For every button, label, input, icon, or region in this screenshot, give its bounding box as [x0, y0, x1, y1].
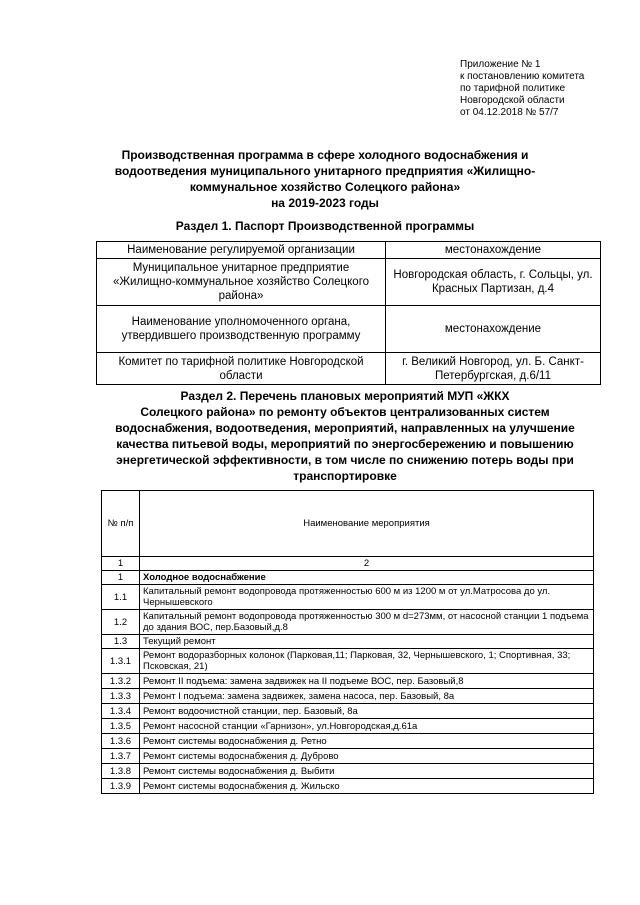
row-number: 1.1: [102, 585, 140, 610]
table-row: [102, 649, 594, 674]
row-number: 1.3.9: [102, 779, 140, 794]
header-name: Наименование мероприятия: [140, 491, 594, 557]
header-num: № п/п: [102, 491, 140, 557]
row-name: Ремонт II подъема: замена задвижек на II подъеме ВОС, пер. Базовый,8: [140, 674, 594, 689]
column-number: 2: [140, 557, 594, 571]
row-name: Ремонт I подъема: замена задвижек, замена насоса, пер. Базовый, 8а: [140, 689, 594, 704]
appendix-line: по тарифной политике: [460, 83, 565, 94]
column-number: 1: [102, 557, 140, 571]
table-row: [102, 635, 594, 649]
title-line: Производственная программа в сфере холодного водоснабжения и: [121, 148, 529, 162]
appendix-line: от 04.12.2018 № 57/7: [460, 107, 559, 118]
events-table: [101, 490, 594, 794]
row-number: 1.3.1: [102, 649, 140, 674]
row-number: 1.3.7: [102, 749, 140, 764]
section2-heading: [95, 388, 595, 484]
table-row: [102, 610, 594, 635]
row-name: Текущий ремонт: [140, 635, 594, 649]
row-name: Ремонт системы водоснабжения д. Выбити: [140, 764, 594, 779]
table-row: [97, 306, 601, 353]
row-number: 1: [102, 571, 140, 585]
appendix-block: [460, 59, 584, 119]
row-number: 1.2: [102, 610, 140, 635]
passport-cell: Комитет по тарифной политике Новгородской области: [97, 353, 386, 385]
column-number-row: [102, 557, 594, 571]
row-name: Ремонт насосной станции «Гарнизон», ул.Новгородская,д.61а: [140, 719, 594, 734]
header-row: [102, 491, 594, 557]
heading-line: водоснабжения, водоотведения, мероприятий, направленных на улучшение: [115, 421, 575, 435]
heading-line: энергетической эффективности, в том числе по снижению потерь воды при: [116, 453, 574, 467]
row-number: 1.3: [102, 635, 140, 649]
table-row: [102, 689, 594, 704]
table-row: [102, 571, 594, 585]
row-number: 1.3.3: [102, 689, 140, 704]
row-name: Ремонт системы водоснабжения д. Жильско: [140, 779, 594, 794]
row-number: 1.3.2: [102, 674, 140, 689]
table-row: [97, 242, 601, 259]
appendix-line: Приложение № 1: [460, 59, 541, 70]
table-row: [102, 779, 594, 794]
row-number: 1.3.8: [102, 764, 140, 779]
appendix-line: к постановлению комитета: [460, 71, 585, 82]
passport-cell: Наименование уполномоченного органа, утвердившего производственную программу: [97, 306, 386, 353]
row-name: Ремонт водоразборных колонок (Парковая,11; Парковая, 32, Чернышевского, 1; Спортивная, 33; Псковская, 21): [140, 649, 594, 674]
document-title: [90, 147, 560, 211]
heading-line: Раздел 2. Перечень плановых мероприятий МУП «ЖКХ: [180, 389, 510, 403]
row-number: 1.3.6: [102, 734, 140, 749]
heading-line: Солецкого района» по ремонту объектов централизованных систем: [140, 405, 550, 419]
table-row: [102, 674, 594, 689]
passport-table: [96, 241, 601, 385]
section1-heading: Раздел 1. Паспорт Производственной программы: [175, 219, 475, 233]
passport-cell: местонахождение: [386, 306, 601, 353]
row-name: Холодное водоснабжение: [140, 571, 594, 585]
passport-cell: местонахождение: [386, 242, 601, 259]
row-name: Капитальный ремонт водопровода протяженностью 300 м d=273мм, от насосной станции 1 подъема до здания ВОС, пер.Базовый,д.8: [140, 610, 594, 635]
passport-cell: Наименование регулируемой организации: [97, 242, 386, 259]
row-name: Ремонт водоочистной станции, пер. Базовый, 8а: [140, 704, 594, 719]
passport-cell: Новгородская область, г. Сольцы, ул. Красных Партизан, д.4: [386, 259, 601, 306]
title-line: коммунальное хозяйство Солецкого района»: [189, 180, 461, 194]
appendix-line: Новгородской области: [460, 95, 565, 106]
table-row: [102, 719, 594, 734]
passport-cell: Муниципальное унитарное предприятие «Жилищно-коммунальное хозяйство Солецкого района»: [97, 259, 386, 306]
title-line: водоотведения муниципального унитарного предприятия «Жилищно-: [114, 164, 536, 178]
table-row: [97, 259, 601, 306]
table-row: [97, 353, 601, 385]
row-name: Ремонт системы водоснабжения д. Ретно: [140, 734, 594, 749]
heading-line: качества питьевой воды, мероприятий по энергосбережению и повышению: [116, 437, 574, 451]
table-row: [102, 749, 594, 764]
heading-line: транспортировке: [293, 469, 397, 483]
row-name: Ремонт системы водоснабжения д. Дуброво: [140, 749, 594, 764]
table-row: [102, 764, 594, 779]
row-name: Капитальный ремонт водопровода протяженностью 600 м из 1200 м от ул.Матросова до ул. Чернышевского: [140, 585, 594, 610]
title-line: на 2019-2023 годы: [271, 196, 379, 210]
row-number: 1.3.5: [102, 719, 140, 734]
row-number: 1.3.4: [102, 704, 140, 719]
table-row: [102, 734, 594, 749]
passport-cell: г. Великий Новгород, ул. Б. Санкт-Петербургская, д.6/11: [386, 353, 601, 385]
table-row: [102, 704, 594, 719]
table-row: [102, 585, 594, 610]
